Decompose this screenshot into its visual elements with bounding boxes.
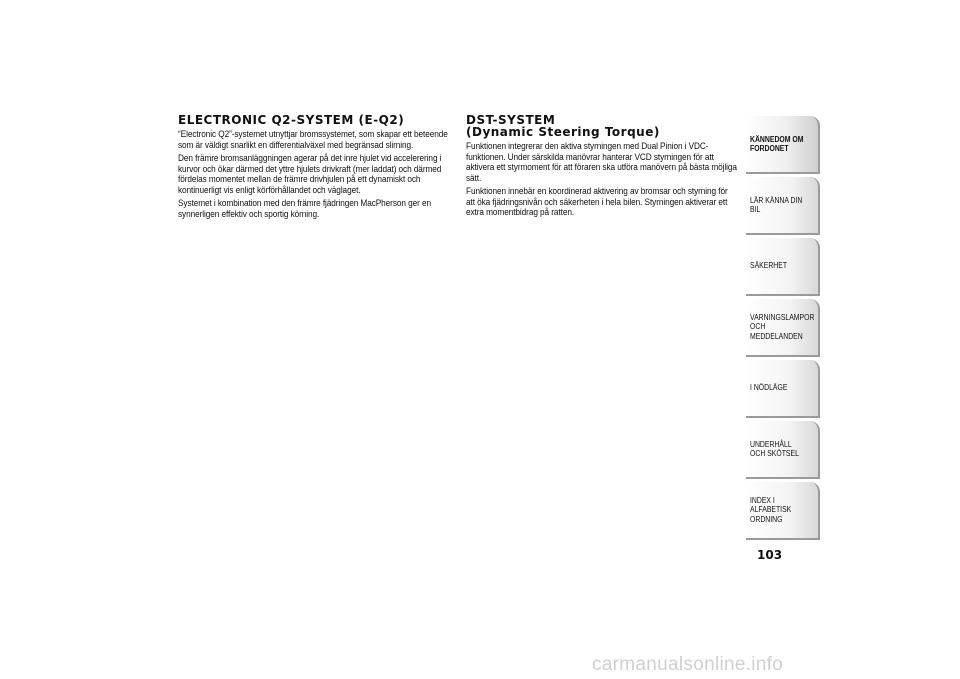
paragraph: “Electronic Q2”-systemet utnyttjar bromssystemet, som skapar ett beteende som är väldigt snarlikt en differentialväxel med begränsad slirning. [178,129,448,151]
section-heading-dst [466,114,738,138]
paragraph: Den främre bromsanläggningen agerar på det inre hjulet vid accelerering i kurvor och ökar därmed det yttre hjulets drivkraft (mer laddat) och därmed fördelas momentet mellan de främre drivhjulen på ett dynamiskt och kontinuerligt vis enligt körförhållandet och väglaget. [178,153,442,196]
tab-varningslampor[interactable] [746,299,820,357]
watermark: carmanualsonline.info [592,654,784,675]
tab-label: INDEX I ALFABETISK ORDNING [750,494,792,524]
tab-label: KÄNNEDOM OM FORDONET [750,133,804,153]
section-heading-dst-line1: DST-SYSTEM [466,113,556,127]
section-heading-e-q2: ELECTRONIC Q2-SYSTEM (E-Q2) [178,113,405,127]
tab-label: VARNINGSLAMPOR OCH MEDDELANDEN [750,311,815,341]
paragraph: Systemet i kombination med den främre fjädringen MacPherson ger en synnerligen effektiv och sportig körning. [178,198,431,220]
paragraph: Funktionen integrerar den aktiva styrningen med Dual Pinion i VDC-funktionen. Under särskilda manövrar hanterar VCD styrningen för att aktivera ett styrmoment för att föraren ska utföra manövern på bästa möjliga sätt. [466,141,737,184]
paragraph: Funktionen innebär en koordinerad aktivering av bromsar och styrning för att öka fjädringsnivån och säkerheten i hela bilen. Styrningen aktiverar ett extra momentbidrag på ratten. [466,186,728,218]
page-number: 103 [757,548,783,562]
tab-label: SÄKERHET [750,260,788,271]
tab-lar-kanna-din-bil[interactable] [746,177,820,235]
tab-sakerhet[interactable] [746,238,820,296]
chapter-tabs [746,116,820,543]
tab-kannedom-om-fordonet[interactable] [746,116,820,174]
left-column [178,114,450,223]
tab-index[interactable] [746,482,820,540]
tab-label: LÄR KÄNNA DIN BIL [750,194,803,214]
section-heading-dst-line2: (Dynamic Steering Torque) [466,125,660,139]
right-column [466,114,738,222]
tab-i-nodlage[interactable] [746,360,820,418]
tab-label: UNDERHÅLL OCH SKÖTSEL [750,438,799,458]
tab-underhall-och-skotsel[interactable] [746,421,820,479]
tab-label: I NÖDLÄGE [750,382,788,393]
